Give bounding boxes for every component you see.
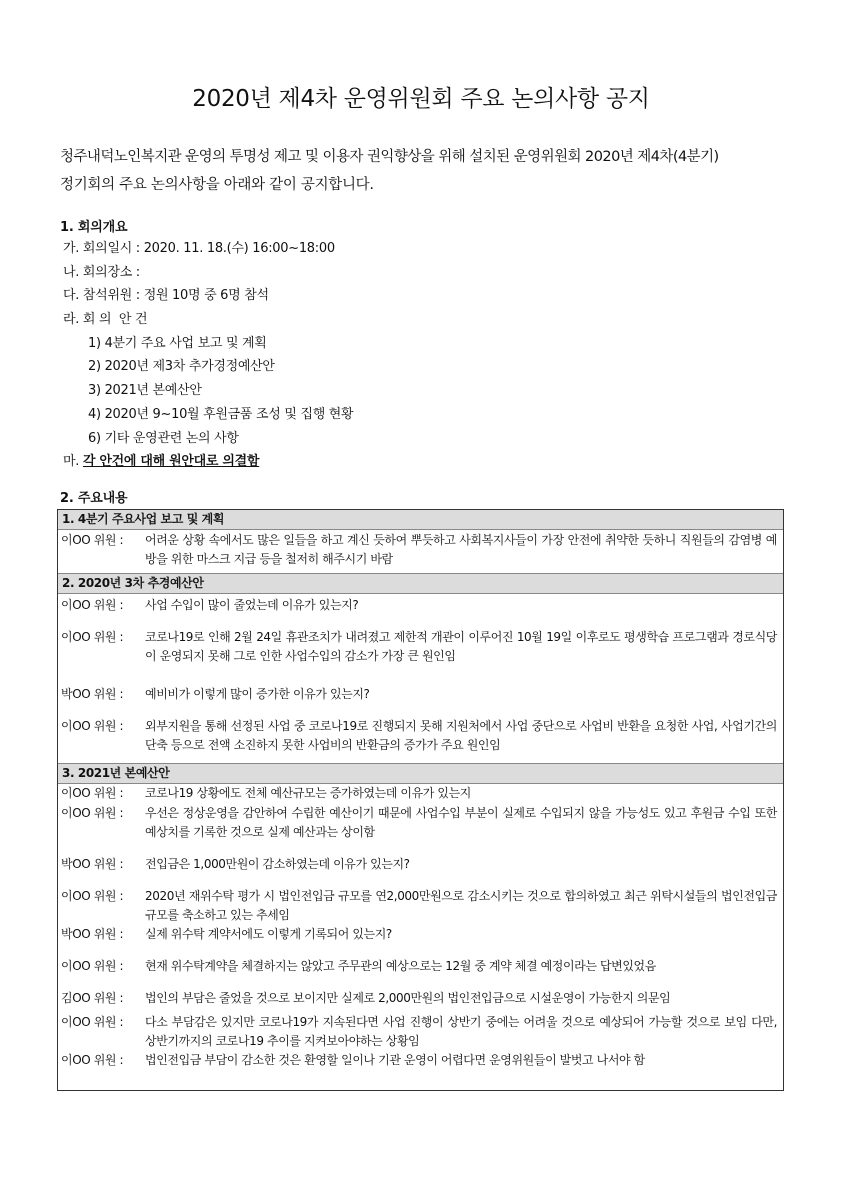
discussion-entry — [58, 531, 783, 569]
discussion-entry — [58, 1051, 783, 1070]
document-title: 2020년 제4차 운영위원회 주요 논의사항 공지 — [192, 86, 650, 112]
discussion-entry — [58, 989, 783, 1008]
discussion-entry — [58, 784, 783, 803]
meeting-place: 나. 회의장소 : — [63, 264, 140, 280]
statement: 현재 위수탁계약을 체결하지는 않았고 주무관의 예상으로는 12월 중 계약 체결 예정이라는 답변있었음 — [145, 959, 656, 973]
discussion-table — [57, 509, 784, 1091]
resolution-text: 각 안건에 대해 원안대로 의결함 — [82, 454, 260, 470]
statement: 법인전입금 부담이 감소한 것은 환영할 일이나 기관 운영이 어렵다면 운영위원들이 발벗고 나서야 함 — [145, 1053, 645, 1067]
intro-line-1: 청주내덕노인복지관 운영의 투명성 제고 및 이용자 권익향상을 위해 설치된 운영위원회 2020년 제4차(4분기) — [60, 149, 719, 165]
agenda-item: 2) 2020년 제3차 추가경정예산안 — [88, 359, 275, 375]
speaker: 김OO 위원 : — [61, 991, 124, 1005]
speaker: 이OO 위원 : — [61, 533, 124, 547]
agenda-item: 6) 기타 운영관련 논의 사항 — [88, 430, 239, 446]
meeting-attendees: 다. 참석위원 : 정원 10명 중 6명 참석 — [63, 288, 269, 304]
speaker: 박OO 위원 : — [61, 687, 124, 701]
content-heading: 2. 주요내용 — [60, 491, 128, 506]
agenda-item: 3) 2021년 본예산안 — [88, 383, 202, 399]
speaker: 이OO 위원 : — [61, 598, 124, 612]
agenda-heading: 라. 회 의 안 건 — [63, 312, 148, 328]
speaker: 이OO 위원 : — [61, 806, 124, 820]
agenda-item: 1) 4분기 주요 사업 보고 및 계획 — [88, 335, 267, 351]
statement: 외부지원을 통해 선정된 사업 중 코로나19로 진행되지 못해 지원처에서 사업 중단으로 사업비 반환을 요청한 사업, 사업기간의 단축 등으로 전액 소진하지 못한 사업비의 반환금의 증가가 주요 원인임 — [145, 719, 777, 752]
speaker: 이OO 위원 : — [61, 719, 124, 733]
statement: 사업 수입이 많이 줄었는데 이유가 있는지? — [145, 598, 359, 612]
speaker: 이OO 위원 : — [61, 959, 124, 973]
intro-line-2: 정기회의 주요 논의사항을 아래와 같이 공지합니다. — [60, 177, 374, 193]
statement: 법인의 부담은 줄었을 것으로 보이지만 실제로 2,000만원의 법인전입금으로 시설운영이 가능한지 의문임 — [145, 991, 671, 1005]
discussion-entry — [58, 804, 783, 842]
discussion-entry — [58, 1013, 783, 1051]
speaker: 이OO 위원 : — [61, 1053, 124, 1067]
discussion-entry — [58, 628, 783, 666]
section-header: 3. 2021년 본예산안 — [58, 763, 783, 784]
speaker: 박OO 위원 : — [61, 927, 124, 941]
discussion-entry — [58, 957, 783, 976]
speaker: 이OO 위원 : — [61, 786, 124, 800]
meeting-date: 가. 회의일시 : 2020. 11. 18.(수) 16:00~18:00 — [63, 241, 335, 256]
resolution-prefix: 마. — [63, 454, 83, 470]
speaker: 박OO 위원 : — [61, 857, 124, 871]
overview-heading: 1. 회의개요 — [60, 220, 128, 235]
discussion-entry — [58, 855, 783, 874]
discussion-entry — [58, 887, 783, 925]
speaker: 이OO 위원 : — [61, 889, 124, 903]
statement: 예비비가 이렇게 많이 증가한 이유가 있는지? — [145, 687, 370, 701]
statement: 코로나19 상황에도 전체 예산규모는 증가하였는데 이유가 있는지 — [145, 786, 471, 800]
speaker: 이OO 위원 : — [61, 1015, 124, 1029]
section-header: 2. 2020년 3차 추경예산안 — [58, 573, 783, 594]
statement: 2020년 재위수탁 평가 시 법인전입금 규모를 연2,000만원으로 감소시키는 것으로 합의하였고 최근 위탁시설들의 법인전입금 규모를 축소하고 있는 추세임 — [145, 889, 777, 922]
statement: 전입금은 1,000만원이 감소하였는데 이유가 있는지? — [145, 857, 410, 871]
discussion-entry — [58, 717, 783, 755]
discussion-entry — [58, 925, 783, 944]
agenda-item: 4) 2020년 9~10월 후원금품 조성 및 집행 현황 — [88, 406, 354, 422]
statement: 다소 부담감은 있지만 코로나19가 지속된다면 사업 진행이 상반기 중에는 어려울 것으로 예상되어 가능할 것으로 보임 다만, 상반기까지의 코로나19 추이를 지켜보아야하는 상황임 — [145, 1015, 777, 1048]
resolution — [60, 450, 353, 474]
statement: 어려운 상황 속에서도 많은 일들을 하고 계신 듯하여 뿌듯하고 사회복지사들이 가장 안전에 취약한 듯하니 직원들의 감염병 예방을 위한 마스크 지급 등을 철저히 해주시기 바람 — [145, 533, 777, 566]
statement: 실제 위수탁 계약서에도 이렇게 기록되어 있는지? — [145, 927, 392, 941]
discussion-entry — [58, 596, 783, 615]
discussion-entry — [58, 685, 783, 704]
intro-paragraph — [60, 143, 790, 199]
speaker: 이OO 위원 : — [61, 630, 124, 644]
meeting-overview — [60, 237, 353, 474]
section-header: 1. 4분기 주요사업 보고 및 계획 — [58, 510, 783, 530]
statement: 코로나19로 인해 2월 24일 휴관조치가 내려졌고 제한적 개관이 이루어진 10월 19일 이후로도 평생학습 프로그램과 경로식당이 운영되지 못해 그로 인한 사업수입의 감소가 가장 큰 원인임 — [145, 630, 777, 663]
statement: 우선은 정상운영을 감안하여 수립한 예산이기 때문에 사업수입 부분이 실제로 수입되지 않을 가능성도 있고 후원금 수입 또한 예상치를 기록한 것으로 실제 예산과는 상이함 — [145, 806, 777, 839]
